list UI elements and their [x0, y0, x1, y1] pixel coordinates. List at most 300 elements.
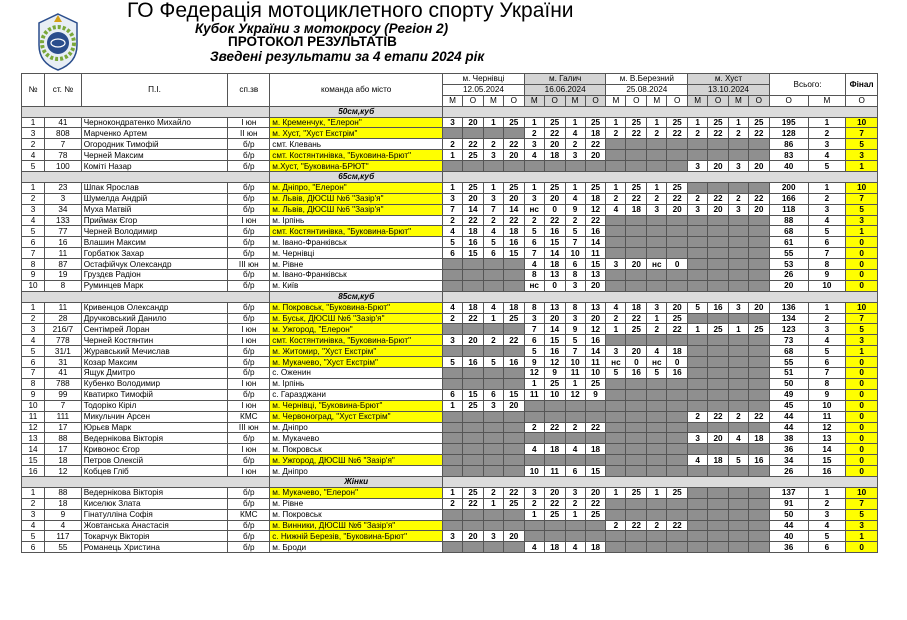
stage-result: 2: [443, 498, 463, 509]
absent-cell: [708, 215, 729, 226]
total-points: 195: [769, 117, 808, 128]
stage-result: 18: [585, 444, 606, 455]
absent-cell: [729, 542, 749, 553]
sub-header: М: [729, 95, 749, 106]
absent-cell: [729, 520, 749, 531]
stage-result: 15: [503, 389, 524, 400]
stage-result: 22: [667, 324, 688, 335]
absent-cell: [647, 422, 667, 433]
total-points: 136: [769, 302, 808, 313]
rider-name: Огородник Тимофій: [81, 139, 228, 150]
total-points: 200: [769, 182, 808, 193]
place: 2: [22, 498, 45, 509]
stage-result: 20: [585, 487, 606, 498]
stage-result: 1: [565, 378, 585, 389]
start-number: 9: [45, 509, 82, 520]
final-points: 1: [846, 226, 878, 237]
stage-result: 18: [503, 226, 524, 237]
place: 1: [22, 302, 45, 313]
stage-date: 13.10.2024: [688, 84, 770, 95]
rank: б/р: [228, 455, 270, 466]
absent-cell: [463, 368, 484, 379]
absent-cell: [708, 509, 729, 520]
stage-result: 10: [524, 466, 544, 477]
stage-result: 13: [544, 302, 565, 313]
absent-cell: [483, 324, 503, 335]
team: м. Дніпро, "Елерон": [270, 182, 443, 193]
absent-cell: [443, 324, 463, 335]
absent-cell: [626, 248, 647, 259]
stage-result: 4: [647, 346, 667, 357]
absent-cell: [524, 455, 544, 466]
overall-place: 11: [808, 411, 846, 422]
group-spacer: [22, 291, 270, 302]
absent-cell: [708, 346, 729, 357]
team: м. Покровськ: [270, 444, 443, 455]
table-row: [22, 237, 878, 248]
place: 10: [22, 280, 45, 291]
absent-cell: [708, 150, 729, 161]
absent-cell: [647, 215, 667, 226]
stage-result: 20: [544, 313, 565, 324]
rank: КМС: [228, 411, 270, 422]
total-points: 123: [769, 324, 808, 335]
absent-cell: [708, 237, 729, 248]
absent-cell: [443, 520, 463, 531]
absent-cell: [606, 498, 626, 509]
stage-result: 1: [729, 324, 749, 335]
absent-cell: [708, 357, 729, 368]
absent-cell: [729, 150, 749, 161]
absent-cell: [688, 487, 708, 498]
absent-cell: [565, 520, 585, 531]
stage-result: 20: [463, 193, 484, 204]
absent-cell: [667, 139, 688, 150]
stage-result: 18: [585, 542, 606, 553]
stage-result: 6: [443, 248, 463, 259]
rider-name: Кривенцов Олександр: [81, 302, 228, 313]
absent-cell: [647, 161, 667, 172]
absent-cell: [483, 422, 503, 433]
stage-city: м. Хуст: [688, 74, 770, 85]
stage-result: 1: [483, 182, 503, 193]
stage-result: 18: [544, 150, 565, 161]
start-number: 11: [45, 302, 82, 313]
sub-header: О: [503, 95, 524, 106]
absent-cell: [748, 389, 769, 400]
final-points: 0: [846, 422, 878, 433]
rank: КМС: [228, 509, 270, 520]
rider-name: Шумелда Андрій: [81, 193, 228, 204]
absent-cell: [748, 335, 769, 346]
start-number: 34: [45, 204, 82, 215]
final-points: 3: [846, 215, 878, 226]
stage-result: 18: [544, 259, 565, 270]
stage-result: 20: [748, 302, 769, 313]
stage-result: 1: [606, 487, 626, 498]
sub-header: О: [544, 95, 565, 106]
absent-cell: [667, 389, 688, 400]
col-header-team: команда або місто: [270, 74, 443, 107]
absent-cell: [729, 259, 749, 270]
absent-cell: [606, 400, 626, 411]
group-spacer: [443, 291, 878, 302]
overall-place: 15: [808, 455, 846, 466]
final-points: 7: [846, 498, 878, 509]
place: 4: [22, 520, 45, 531]
stage-result: 2: [647, 128, 667, 139]
stage-result: 1: [483, 498, 503, 509]
stage-result: 2: [483, 215, 503, 226]
absent-cell: [729, 237, 749, 248]
rider-name: Черней Володимир: [81, 226, 228, 237]
table-row: [22, 139, 878, 150]
rider-name: Романець Христина: [81, 542, 228, 553]
stage-result: 12: [565, 389, 585, 400]
rank: б/р: [228, 498, 270, 509]
rider-name: Кобцев Гліб: [81, 466, 228, 477]
table-row: [22, 259, 878, 270]
stage-result: 2: [606, 313, 626, 324]
absent-cell: [748, 182, 769, 193]
final-points: 5: [846, 509, 878, 520]
sub-header: О: [667, 95, 688, 106]
stage-result: 1: [483, 313, 503, 324]
table-row: [22, 161, 878, 172]
absent-cell: [606, 139, 626, 150]
table-row: [22, 215, 878, 226]
team: м. Рівне: [270, 259, 443, 270]
absent-cell: [626, 378, 647, 389]
absent-cell: [626, 433, 647, 444]
stage-result: 18: [626, 302, 647, 313]
start-number: 77: [45, 226, 82, 237]
stage-result: 9: [524, 357, 544, 368]
final-points: 3: [846, 150, 878, 161]
stage-date: 25.08.2024: [606, 84, 688, 95]
absent-cell: [443, 161, 463, 172]
start-number: 3: [45, 193, 82, 204]
final-points: 0: [846, 542, 878, 553]
group-spacer: [22, 172, 270, 183]
absent-cell: [503, 466, 524, 477]
stage-result: 4: [524, 542, 544, 553]
absent-cell: [483, 270, 503, 281]
absent-cell: [483, 161, 503, 172]
stage-result: 25: [748, 324, 769, 335]
header-row: [22, 74, 878, 85]
table-row: [22, 411, 878, 422]
stage-result: 25: [626, 487, 647, 498]
place: 14: [22, 444, 45, 455]
table-row: [22, 487, 878, 498]
stage-result: 8: [524, 270, 544, 281]
stage-result: 22: [626, 128, 647, 139]
absent-cell: [503, 411, 524, 422]
absent-cell: [544, 161, 565, 172]
absent-cell: [443, 280, 463, 291]
stage-result: 2: [729, 128, 749, 139]
absent-cell: [708, 400, 729, 411]
rider-name: Токарчук Вікторія: [81, 531, 228, 542]
stage-result: 22: [463, 139, 484, 150]
absent-cell: [606, 335, 626, 346]
absent-cell: [503, 280, 524, 291]
absent-cell: [585, 520, 606, 531]
absent-cell: [729, 531, 749, 542]
table-row: [22, 313, 878, 324]
stage-result: нс: [647, 357, 667, 368]
total-points: 88: [769, 215, 808, 226]
stage-result: 20: [585, 313, 606, 324]
stage-result: 15: [544, 335, 565, 346]
stage-result: 1: [729, 117, 749, 128]
overall-place: 6: [808, 357, 846, 368]
stage-result: 16: [708, 302, 729, 313]
absent-cell: [748, 542, 769, 553]
stage-result: 22: [708, 128, 729, 139]
total-points: 55: [769, 248, 808, 259]
absent-cell: [729, 368, 749, 379]
absent-cell: [647, 139, 667, 150]
col-header-total: Всього:: [769, 74, 845, 96]
overall-place: 8: [808, 259, 846, 270]
table-row: [22, 193, 878, 204]
stage-result: 1: [565, 182, 585, 193]
stage-result: 3: [524, 139, 544, 150]
rider-name: Юрьєв Марк: [81, 422, 228, 433]
stage-result: 9: [585, 389, 606, 400]
start-number: 23: [45, 182, 82, 193]
absent-cell: [626, 411, 647, 422]
place: 15: [22, 455, 45, 466]
stage-result: 1: [565, 509, 585, 520]
final-points: 7: [846, 128, 878, 139]
class-group-row: [22, 172, 878, 183]
rank: б/р: [228, 357, 270, 368]
stage-result: 12: [544, 357, 565, 368]
overall-place: 5: [808, 346, 846, 357]
absent-cell: [503, 520, 524, 531]
team: м. Броди: [270, 542, 443, 553]
stage-result: 22: [544, 215, 565, 226]
absent-cell: [544, 531, 565, 542]
stage-result: 20: [463, 531, 484, 542]
absent-cell: [544, 455, 565, 466]
stage-result: 16: [463, 357, 484, 368]
stage-result: 25: [503, 182, 524, 193]
stage-result: 1: [647, 182, 667, 193]
start-number: 41: [45, 117, 82, 128]
stage-result: 2: [443, 215, 463, 226]
absent-cell: [606, 237, 626, 248]
rank: ІІІ юн: [228, 259, 270, 270]
rider-name: Кватирко Тимофій: [81, 389, 228, 400]
stage-date: 12.05.2024: [443, 84, 525, 95]
absent-cell: [565, 411, 585, 422]
absent-cell: [606, 466, 626, 477]
stage-result: 5: [565, 335, 585, 346]
stage-result: 12: [585, 324, 606, 335]
absent-cell: [647, 542, 667, 553]
sub-header: О: [748, 95, 769, 106]
absent-cell: [729, 422, 749, 433]
stage-result: 0: [626, 357, 647, 368]
overall-place: 2: [808, 128, 846, 139]
place: 5: [22, 161, 45, 172]
stage-result: 3: [483, 400, 503, 411]
absent-cell: [667, 150, 688, 161]
cup-title: Кубок України з мотокросу (Регіон 2): [195, 21, 449, 36]
stage-result: 16: [667, 368, 688, 379]
absent-cell: [708, 466, 729, 477]
final-points: 0: [846, 259, 878, 270]
stage-result: 20: [585, 150, 606, 161]
stage-result: 20: [463, 335, 484, 346]
total-points: 50: [769, 378, 808, 389]
start-number: 16: [45, 237, 82, 248]
final-points: 10: [846, 182, 878, 193]
stage-result: 2: [688, 193, 708, 204]
rank: б/р: [228, 182, 270, 193]
stage-result: 5: [606, 368, 626, 379]
stage-result: 8: [524, 302, 544, 313]
federation-logo: [33, 13, 83, 71]
absent-cell: [748, 444, 769, 455]
overall-place: 5: [808, 226, 846, 237]
absent-cell: [688, 182, 708, 193]
absent-cell: [667, 433, 688, 444]
table-row: [22, 248, 878, 259]
total-points: 134: [769, 313, 808, 324]
absent-cell: [483, 259, 503, 270]
absent-cell: [463, 433, 484, 444]
start-number: 808: [45, 128, 82, 139]
stage-result: 2: [688, 128, 708, 139]
rank: І юн: [228, 466, 270, 477]
overall-place: 1: [808, 117, 846, 128]
place: 5: [22, 346, 45, 357]
overall-place: 6: [808, 542, 846, 553]
overall-place: 5: [808, 161, 846, 172]
absent-cell: [463, 161, 484, 172]
total-points: 44: [769, 411, 808, 422]
absent-cell: [463, 520, 484, 531]
final-points: 0: [846, 455, 878, 466]
absent-cell: [688, 226, 708, 237]
total-points: 34: [769, 455, 808, 466]
rider-name: Чернокондратенко Михайло: [81, 117, 228, 128]
stage-date: 16.06.2024: [524, 84, 606, 95]
rank: б/р: [228, 226, 270, 237]
stage-result: 3: [606, 259, 626, 270]
stage-result: нс: [524, 280, 544, 291]
absent-cell: [443, 259, 463, 270]
stage-result: 22: [544, 128, 565, 139]
stage-result: 2: [524, 422, 544, 433]
stage-result: 1: [443, 487, 463, 498]
table-row: [22, 335, 878, 346]
absent-cell: [667, 509, 688, 520]
stage-result: 4: [524, 150, 544, 161]
absent-cell: [647, 237, 667, 248]
absent-cell: [748, 400, 769, 411]
absent-cell: [626, 270, 647, 281]
rider-name: Кривонос Єгор: [81, 444, 228, 455]
final-points: 0: [846, 248, 878, 259]
overall-place: 8: [808, 378, 846, 389]
overall-place: 12: [808, 422, 846, 433]
col-header-final: Фінал: [846, 74, 878, 96]
absent-cell: [688, 498, 708, 509]
table-row: [22, 498, 878, 509]
absent-cell: [748, 313, 769, 324]
absent-cell: [688, 422, 708, 433]
stage-result: 2: [606, 193, 626, 204]
stage-result: 1: [443, 400, 463, 411]
place: 8: [22, 259, 45, 270]
rider-name: Горбатюк Захар: [81, 248, 228, 259]
overall-place: 3: [808, 139, 846, 150]
absent-cell: [565, 161, 585, 172]
stage-result: 13: [585, 302, 606, 313]
rider-name: Коміті Назар: [81, 161, 228, 172]
stage-result: 4: [565, 193, 585, 204]
stage-city: м. В.Березний: [606, 74, 688, 85]
stage-result: 22: [463, 215, 484, 226]
absent-cell: [688, 237, 708, 248]
stage-result: 25: [503, 498, 524, 509]
stage-result: 20: [544, 193, 565, 204]
absent-cell: [463, 466, 484, 477]
stage-result: 5: [524, 346, 544, 357]
absent-cell: [729, 466, 749, 477]
overall-place: 3: [808, 509, 846, 520]
stage-result: 25: [544, 509, 565, 520]
stage-result: 9: [544, 368, 565, 379]
stage-result: 16: [626, 368, 647, 379]
stage-result: 10: [565, 248, 585, 259]
rank: б/р: [228, 193, 270, 204]
table-row: [22, 389, 878, 400]
stage-result: 18: [748, 433, 769, 444]
rank: І юн: [228, 335, 270, 346]
stage-result: 15: [544, 237, 565, 248]
place: 5: [22, 226, 45, 237]
stage-result: 18: [626, 204, 647, 215]
stage-result: 20: [626, 259, 647, 270]
total-points: 83: [769, 150, 808, 161]
stage-result: 22: [667, 520, 688, 531]
stage-result: 22: [585, 498, 606, 509]
stage-result: 9: [565, 324, 585, 335]
rider-name: Марченко Артем: [81, 128, 228, 139]
stage-result: 22: [667, 193, 688, 204]
absent-cell: [688, 259, 708, 270]
absent-cell: [748, 139, 769, 150]
overall-place: 3: [808, 204, 846, 215]
rank: б/р: [228, 237, 270, 248]
absent-cell: [688, 335, 708, 346]
absent-cell: [667, 237, 688, 248]
start-number: 7: [45, 139, 82, 150]
absent-cell: [443, 422, 463, 433]
class-title: 85см,куб: [270, 291, 443, 302]
absent-cell: [748, 226, 769, 237]
start-number: 18: [45, 498, 82, 509]
place: 10: [22, 400, 45, 411]
absent-cell: [667, 270, 688, 281]
